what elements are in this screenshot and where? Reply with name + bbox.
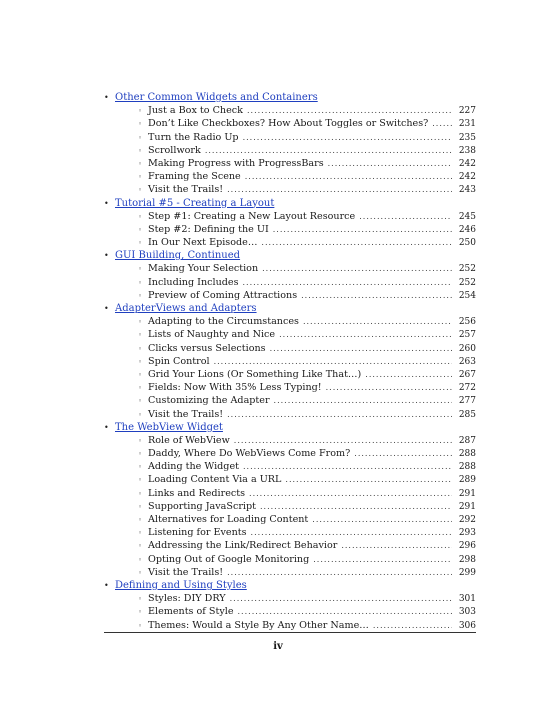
- section-page-number: 243: [458, 185, 476, 196]
- section-page-number: 257: [458, 330, 476, 341]
- section-title: Themes: Would a Style By Any Other Name…: [148, 619, 369, 631]
- section-page-number: 227: [458, 106, 476, 117]
- circle-bullet-icon: ◦: [138, 225, 143, 234]
- chapter-entry: [104, 302, 476, 315]
- bullet-icon: •: [104, 93, 109, 102]
- section-title: Grid Your Lions (Or Something Like That…): [148, 368, 362, 380]
- section-entry[interactable]: [104, 157, 476, 170]
- section-title: Adding the Widget: [148, 461, 239, 473]
- section-entry[interactable]: [104, 262, 476, 275]
- section-entry[interactable]: [104, 605, 476, 618]
- section-entry[interactable]: [104, 447, 476, 460]
- section-title: Opting Out of Google Monitoring: [148, 553, 310, 565]
- dot-leader: [303, 315, 452, 328]
- section-entry[interactable]: [104, 170, 476, 183]
- chapter-entry: [104, 197, 476, 210]
- dot-leader: [243, 276, 453, 289]
- dot-leader: [205, 144, 452, 157]
- section-entry[interactable]: [104, 487, 476, 500]
- circle-bullet-icon: ◦: [138, 516, 143, 524]
- circle-bullet-icon: ◦: [138, 595, 143, 604]
- dot-leader: [328, 157, 452, 170]
- dot-leader: [354, 447, 452, 460]
- chapter-entry: [104, 579, 476, 592]
- circle-bullet-icon: ◦: [138, 357, 143, 366]
- section-page-number: 301: [458, 594, 476, 605]
- section-page-number: 242: [458, 172, 476, 183]
- chapter-link[interactable]: Tutorial #5 - Creating a Layout: [115, 197, 275, 209]
- dot-leader: [260, 500, 452, 513]
- section-page-number: 238: [458, 145, 476, 156]
- section-page-number: 245: [458, 211, 476, 222]
- dot-leader: [301, 289, 452, 302]
- section-entry[interactable]: [104, 368, 476, 381]
- section-entry[interactable]: [104, 473, 476, 486]
- section-entry[interactable]: [104, 539, 476, 552]
- circle-bullet-icon: ◦: [138, 107, 143, 116]
- dot-leader: [238, 605, 452, 618]
- page-number: iv: [273, 641, 283, 652]
- section-entry[interactable]: [104, 236, 476, 249]
- section-entry[interactable]: [104, 289, 476, 302]
- chapter-link[interactable]: AdapterViews and Adapters: [115, 303, 257, 314]
- section-title: Visit the Trails!: [148, 184, 224, 196]
- section-title: In Our Next Episode…: [148, 237, 258, 249]
- chapter-entry: [104, 249, 476, 262]
- dot-leader: [245, 170, 452, 183]
- section-page-number: 289: [458, 475, 476, 486]
- section-page-number: 303: [458, 607, 476, 618]
- section-page-number: 287: [458, 435, 476, 446]
- section-title: Step #2: Defining the UI: [148, 223, 269, 235]
- section-page-number: 288: [458, 462, 476, 473]
- section-title: Visit the Trails!: [148, 566, 224, 578]
- dot-leader: [227, 408, 452, 421]
- section-page-number: 296: [458, 541, 476, 552]
- section-title: Clicks versus Selections: [148, 342, 266, 354]
- section-title: Adapting to the Circumstances: [148, 316, 299, 328]
- section-entry[interactable]: [104, 328, 476, 341]
- section-page-number: 256: [458, 317, 476, 328]
- dot-leader: [373, 619, 452, 632]
- section-page-number: 252: [458, 277, 476, 288]
- dot-leader: [365, 368, 452, 381]
- bullet-icon: •: [104, 251, 109, 261]
- section-page-number: 288: [458, 449, 476, 460]
- section-page-number: 293: [458, 528, 476, 539]
- circle-bullet-icon: ◦: [138, 120, 143, 129]
- section-entry[interactable]: [104, 513, 476, 526]
- section-page-number: 254: [458, 290, 476, 301]
- section-page-number: 231: [458, 119, 476, 130]
- section-page-number: 277: [458, 396, 476, 407]
- section-title: Just a Box to Check: [148, 105, 243, 117]
- circle-bullet-icon: ◦: [138, 186, 143, 195]
- circle-bullet-icon: ◦: [138, 370, 143, 379]
- dot-leader: [234, 434, 452, 447]
- section-title: Making Your Selection: [148, 263, 259, 275]
- circle-bullet-icon: ◦: [138, 621, 143, 630]
- section-page-number: 272: [458, 383, 476, 394]
- section-entry[interactable]: [104, 526, 476, 539]
- bullet-icon: •: [104, 304, 109, 313]
- section-title: Elements of Style: [148, 606, 234, 618]
- dot-leader: [273, 223, 452, 236]
- dot-leader: [249, 487, 452, 500]
- dot-leader: [285, 473, 452, 486]
- section-title: Scrollwork: [148, 144, 201, 156]
- section-entry[interactable]: [104, 104, 476, 117]
- chapter-entry: [104, 421, 476, 434]
- section-title: Links and Redirects: [148, 487, 246, 499]
- dot-leader: [251, 526, 452, 539]
- circle-bullet-icon: ◦: [138, 318, 143, 327]
- section-entry[interactable]: [104, 619, 476, 632]
- circle-bullet-icon: ◦: [138, 489, 143, 498]
- circle-bullet-icon: ◦: [138, 239, 143, 248]
- section-title: Spin Control: [148, 355, 210, 367]
- section-page-number: 291: [458, 501, 476, 512]
- table-of-contents: [104, 91, 476, 632]
- section-title: Step #1: Creating a New Layout Resource: [148, 210, 356, 222]
- section-entry[interactable]: [104, 500, 476, 513]
- section-entry[interactable]: [104, 553, 476, 566]
- section-title: Alternatives for Loading Content: [148, 514, 309, 525]
- section-page-number: 306: [458, 620, 476, 631]
- section-page-number: 250: [458, 238, 476, 249]
- section-entry[interactable]: [104, 131, 476, 144]
- section-title: Turn the Radio Up: [148, 131, 239, 143]
- section-title: Including Includes: [148, 276, 239, 288]
- circle-bullet-icon: ◦: [138, 529, 143, 538]
- circle-bullet-icon: ◦: [138, 159, 143, 168]
- dot-leader: [227, 183, 452, 196]
- section-title: Preview of Coming Attractions: [148, 289, 298, 301]
- dot-leader: [247, 104, 452, 117]
- chapter-link[interactable]: GUI Building, Continued: [115, 250, 241, 262]
- circle-bullet-icon: ◦: [138, 265, 143, 274]
- section-entry[interactable]: [104, 408, 476, 421]
- circle-bullet-icon: ◦: [138, 463, 143, 472]
- dot-leader: [214, 355, 452, 368]
- section-title: Visit the Trails!: [148, 408, 224, 420]
- section-entry[interactable]: [104, 460, 476, 473]
- dot-leader: [270, 342, 452, 355]
- section-entry[interactable]: [104, 592, 476, 605]
- section-page-number: 260: [458, 343, 476, 354]
- section-entry[interactable]: [104, 223, 476, 236]
- dot-leader: [312, 513, 452, 526]
- section-page-number: 292: [458, 515, 476, 525]
- dot-leader: [432, 117, 452, 130]
- circle-bullet-icon: ◦: [138, 384, 143, 393]
- bullet-icon: •: [104, 580, 109, 590]
- section-entry[interactable]: [104, 144, 476, 157]
- dot-leader: [313, 553, 452, 566]
- section-title: Role of WebView: [148, 434, 230, 446]
- circle-bullet-icon: ◦: [138, 173, 143, 182]
- circle-bullet-icon: ◦: [138, 344, 143, 353]
- section-page-number: 242: [458, 158, 476, 169]
- circle-bullet-icon: ◦: [138, 291, 143, 300]
- section-title: Addressing the Link/Redirect Behavior: [148, 540, 338, 552]
- circle-bullet-icon: ◦: [138, 555, 143, 564]
- section-page-number: 235: [458, 132, 476, 143]
- bullet-icon: •: [104, 198, 109, 208]
- section-page-number: 267: [458, 369, 476, 380]
- circle-bullet-icon: ◦: [138, 476, 143, 485]
- section-page-number: 246: [458, 224, 476, 235]
- section-page-number: 252: [458, 264, 476, 275]
- section-title: Daddy, Where Do WebViews Come From?: [148, 448, 351, 460]
- section-entry[interactable]: [104, 394, 476, 407]
- bullet-icon: •: [104, 422, 109, 432]
- chapter-link[interactable]: The WebView Widget: [115, 421, 223, 433]
- circle-bullet-icon: ◦: [138, 212, 143, 221]
- chapter-link[interactable]: Defining and Using Styles: [115, 579, 247, 591]
- circle-bullet-icon: ◦: [138, 146, 143, 155]
- section-entry[interactable]: [104, 381, 476, 394]
- section-entry[interactable]: [104, 342, 476, 355]
- circle-bullet-icon: ◦: [138, 502, 143, 511]
- section-title: Customizing the Adapter: [148, 395, 270, 407]
- section-entry[interactable]: [104, 315, 476, 328]
- section-entry[interactable]: [104, 117, 476, 130]
- dot-leader: [341, 539, 452, 552]
- circle-bullet-icon: ◦: [138, 450, 143, 459]
- dot-leader: [326, 381, 452, 394]
- section-title: Framing the Scene: [148, 171, 241, 183]
- circle-bullet-icon: ◦: [138, 608, 143, 617]
- footer-rule: [104, 632, 476, 633]
- section-entry[interactable]: [104, 355, 476, 368]
- section-title: Making Progress with ProgressBars: [148, 157, 324, 169]
- dot-leader: [359, 210, 452, 223]
- circle-bullet-icon: ◦: [138, 436, 143, 445]
- dot-leader: [261, 236, 452, 249]
- circle-bullet-icon: ◦: [138, 568, 143, 577]
- section-page-number: 291: [458, 488, 476, 499]
- chapter-entry: [104, 91, 476, 104]
- dot-leader: [230, 592, 452, 605]
- section-entry[interactable]: [104, 276, 476, 289]
- dot-leader: [262, 262, 452, 275]
- section-entry[interactable]: [104, 566, 476, 579]
- circle-bullet-icon: ◦: [138, 542, 143, 551]
- dot-leader: [243, 460, 452, 473]
- dot-leader: [279, 328, 452, 341]
- dot-leader: [243, 131, 452, 144]
- section-entry[interactable]: [104, 434, 476, 447]
- section-entry[interactable]: [104, 183, 476, 196]
- section-page-number: 263: [458, 356, 476, 367]
- section-title: Loading Content Via a URL: [148, 474, 282, 486]
- circle-bullet-icon: ◦: [138, 133, 143, 142]
- section-page-number: 299: [458, 567, 476, 578]
- section-title: Fields: Now With 35% Less Typing!: [148, 382, 322, 394]
- section-title: Styles: DIY DRY: [148, 593, 226, 605]
- section-title: Don’t Like Checkboxes? How About Toggles or Switches?: [148, 118, 429, 130]
- section-title: Listening for Events: [148, 527, 247, 539]
- section-title: Supporting JavaScript: [148, 500, 256, 512]
- section-page-number: 298: [458, 554, 476, 565]
- chapter-link[interactable]: Other Common Widgets and Containers: [115, 92, 318, 103]
- circle-bullet-icon: ◦: [138, 278, 143, 287]
- circle-bullet-icon: ◦: [138, 331, 143, 340]
- circle-bullet-icon: ◦: [138, 410, 143, 419]
- section-page-number: 285: [458, 409, 476, 420]
- section-entry[interactable]: [104, 210, 476, 223]
- section-title: Lists of Naughty and Nice: [148, 329, 276, 341]
- circle-bullet-icon: ◦: [138, 397, 143, 406]
- dot-leader: [227, 566, 452, 579]
- dot-leader: [274, 394, 452, 407]
